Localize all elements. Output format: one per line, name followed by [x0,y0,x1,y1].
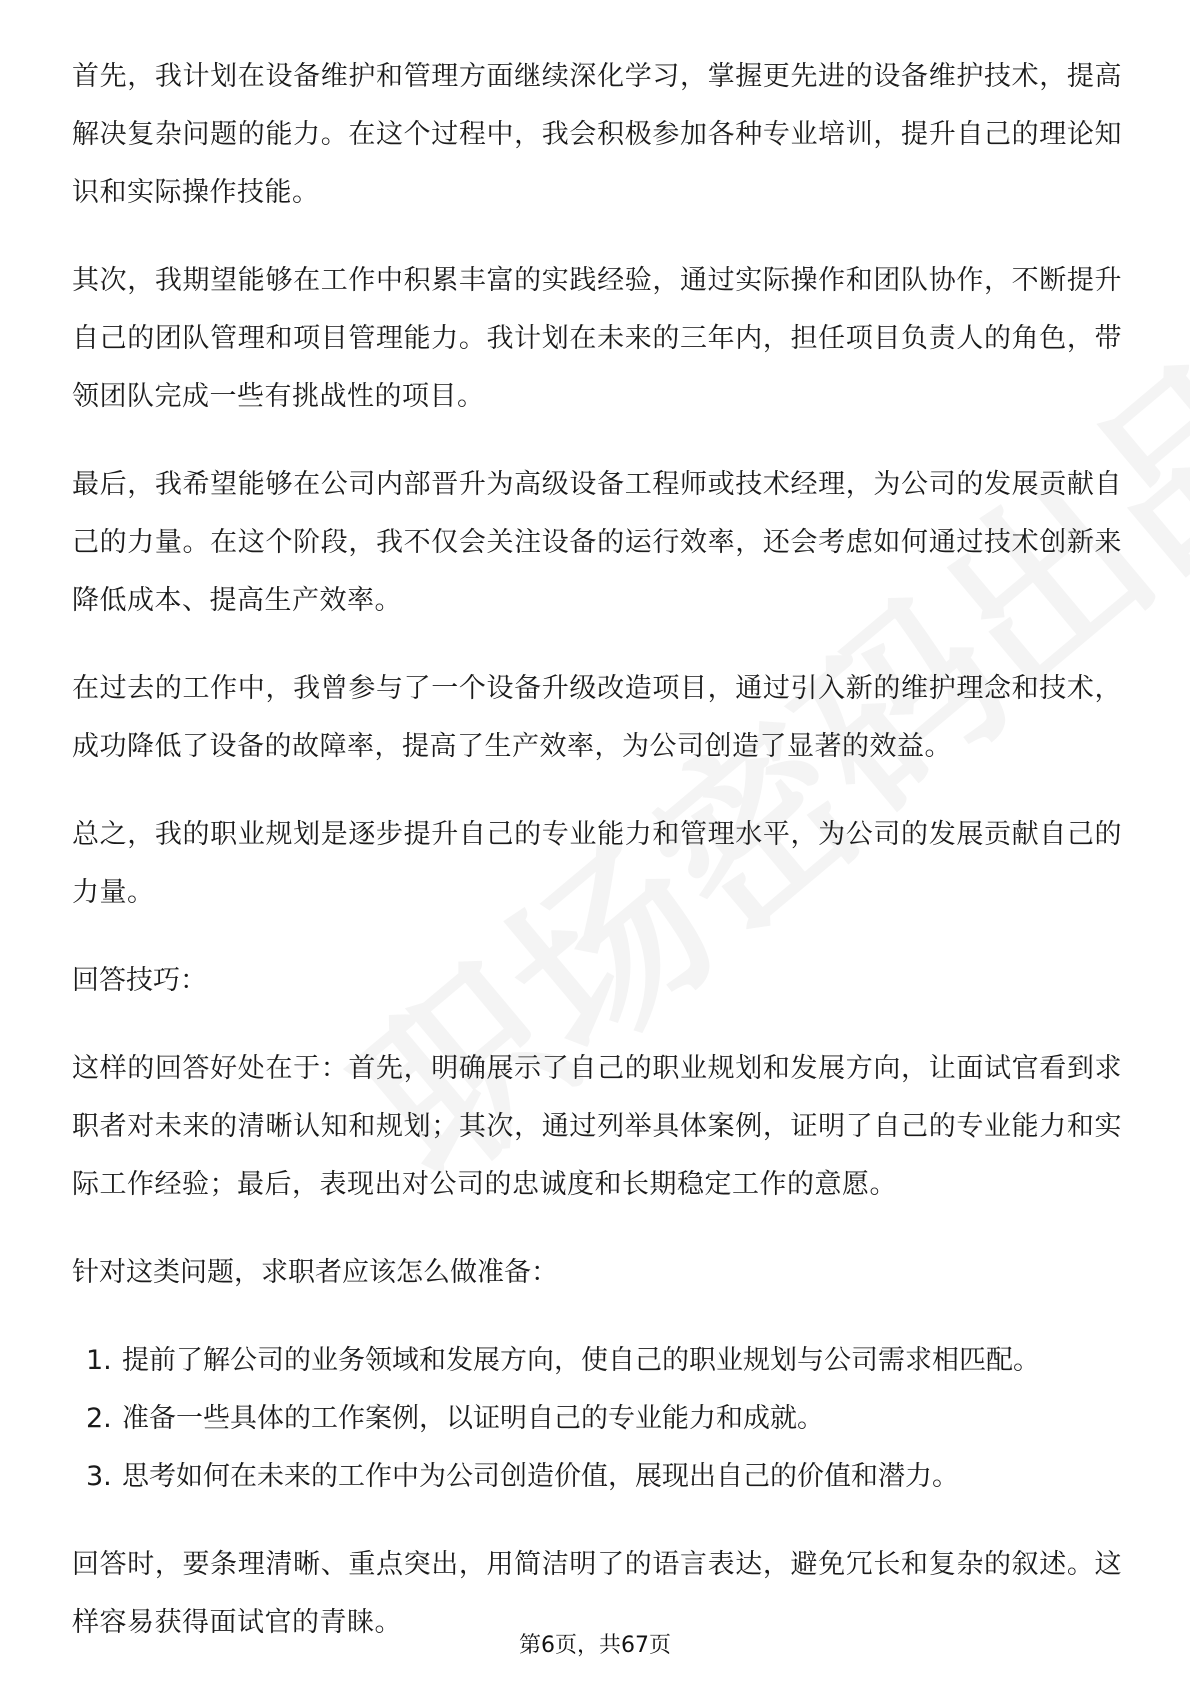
list-item [72,1332,1122,1390]
list-item-text: 提前了解公司的业务领域和发展方向，使自己的职业规划与公司需求相匹配。 [122,1345,1040,1376]
paragraph-second-plan: 其次，我期望能够在工作中积累丰富的实践经验，通过实际操作和团队协作，不断提升自己的团队管理和项目管理能力。我计划在未来的三年内，担任项目负责人的角色，带领团队完成一些有挑战性的项目。 [72,265,1122,412]
page-number-footer: 第6页，共67页 [519,1633,671,1658]
list-item-text: 思考如何在未来的工作中为公司创造价值，展现出自己的价值和潜力。 [122,1461,959,1492]
paragraph-tips: 这样的回答好处在于：首先，明确展示了自己的职业规划和发展方向，让面试官看到求职者对未来的清晰认知和规划；其次，通过列举具体案例，证明了自己的专业能力和实际工作经验；最后，表现出对公司的忠诚度和长期稳定工作的意愿。 [72,1053,1122,1200]
prep-list [72,1332,1122,1506]
list-item-text: 准备一些具体的工作案例，以证明自己的专业能力和成就。 [122,1403,824,1434]
paragraph-first-plan: 首先，我计划在设备维护和管理方面继续深化学习，掌握更先进的设备维护技术，提高解决复杂问题的能力。在这个过程中，我会积极参加各种专业培训，提升自己的理论知识和实际操作技能。 [72,61,1122,208]
paragraph-final-plan: 最后，我希望能够在公司内部晋升为高级设备工程师或技术经理，为公司的发展贡献自己的力量。在这个阶段，我不仅会关注设备的运行效率，还会考虑如何通过技术创新来降低成本、提高生产效率。 [72,469,1122,616]
list-item-number: 2. [86,1403,112,1434]
prep-heading: 针对这类问题，求职者应该怎么做准备： [72,1257,558,1288]
paragraph-closing: 回答时，要条理清晰、重点突出，用简洁明了的语言表达，避免冗长和复杂的叙述。这样容易获得面试官的青睐。 [72,1549,1122,1638]
document-body [72,48,1122,1682]
list-item [72,1390,1122,1448]
list-item-number: 1. [86,1345,112,1376]
tips-heading: 回答技巧： [72,965,207,996]
paragraph-summary: 总之，我的职业规划是逐步提升自己的专业能力和管理水平，为公司的发展贡献自己的力量。 [72,819,1122,908]
paragraph-past-work: 在过去的工作中，我曾参与了一个设备升级改造项目，通过引入新的维护理念和技术，成功降低了设备的故障率，提高了生产效率，为公司创造了显著的效益。 [72,673,1122,762]
list-item-number: 3. [86,1461,112,1492]
list-item [72,1448,1122,1506]
